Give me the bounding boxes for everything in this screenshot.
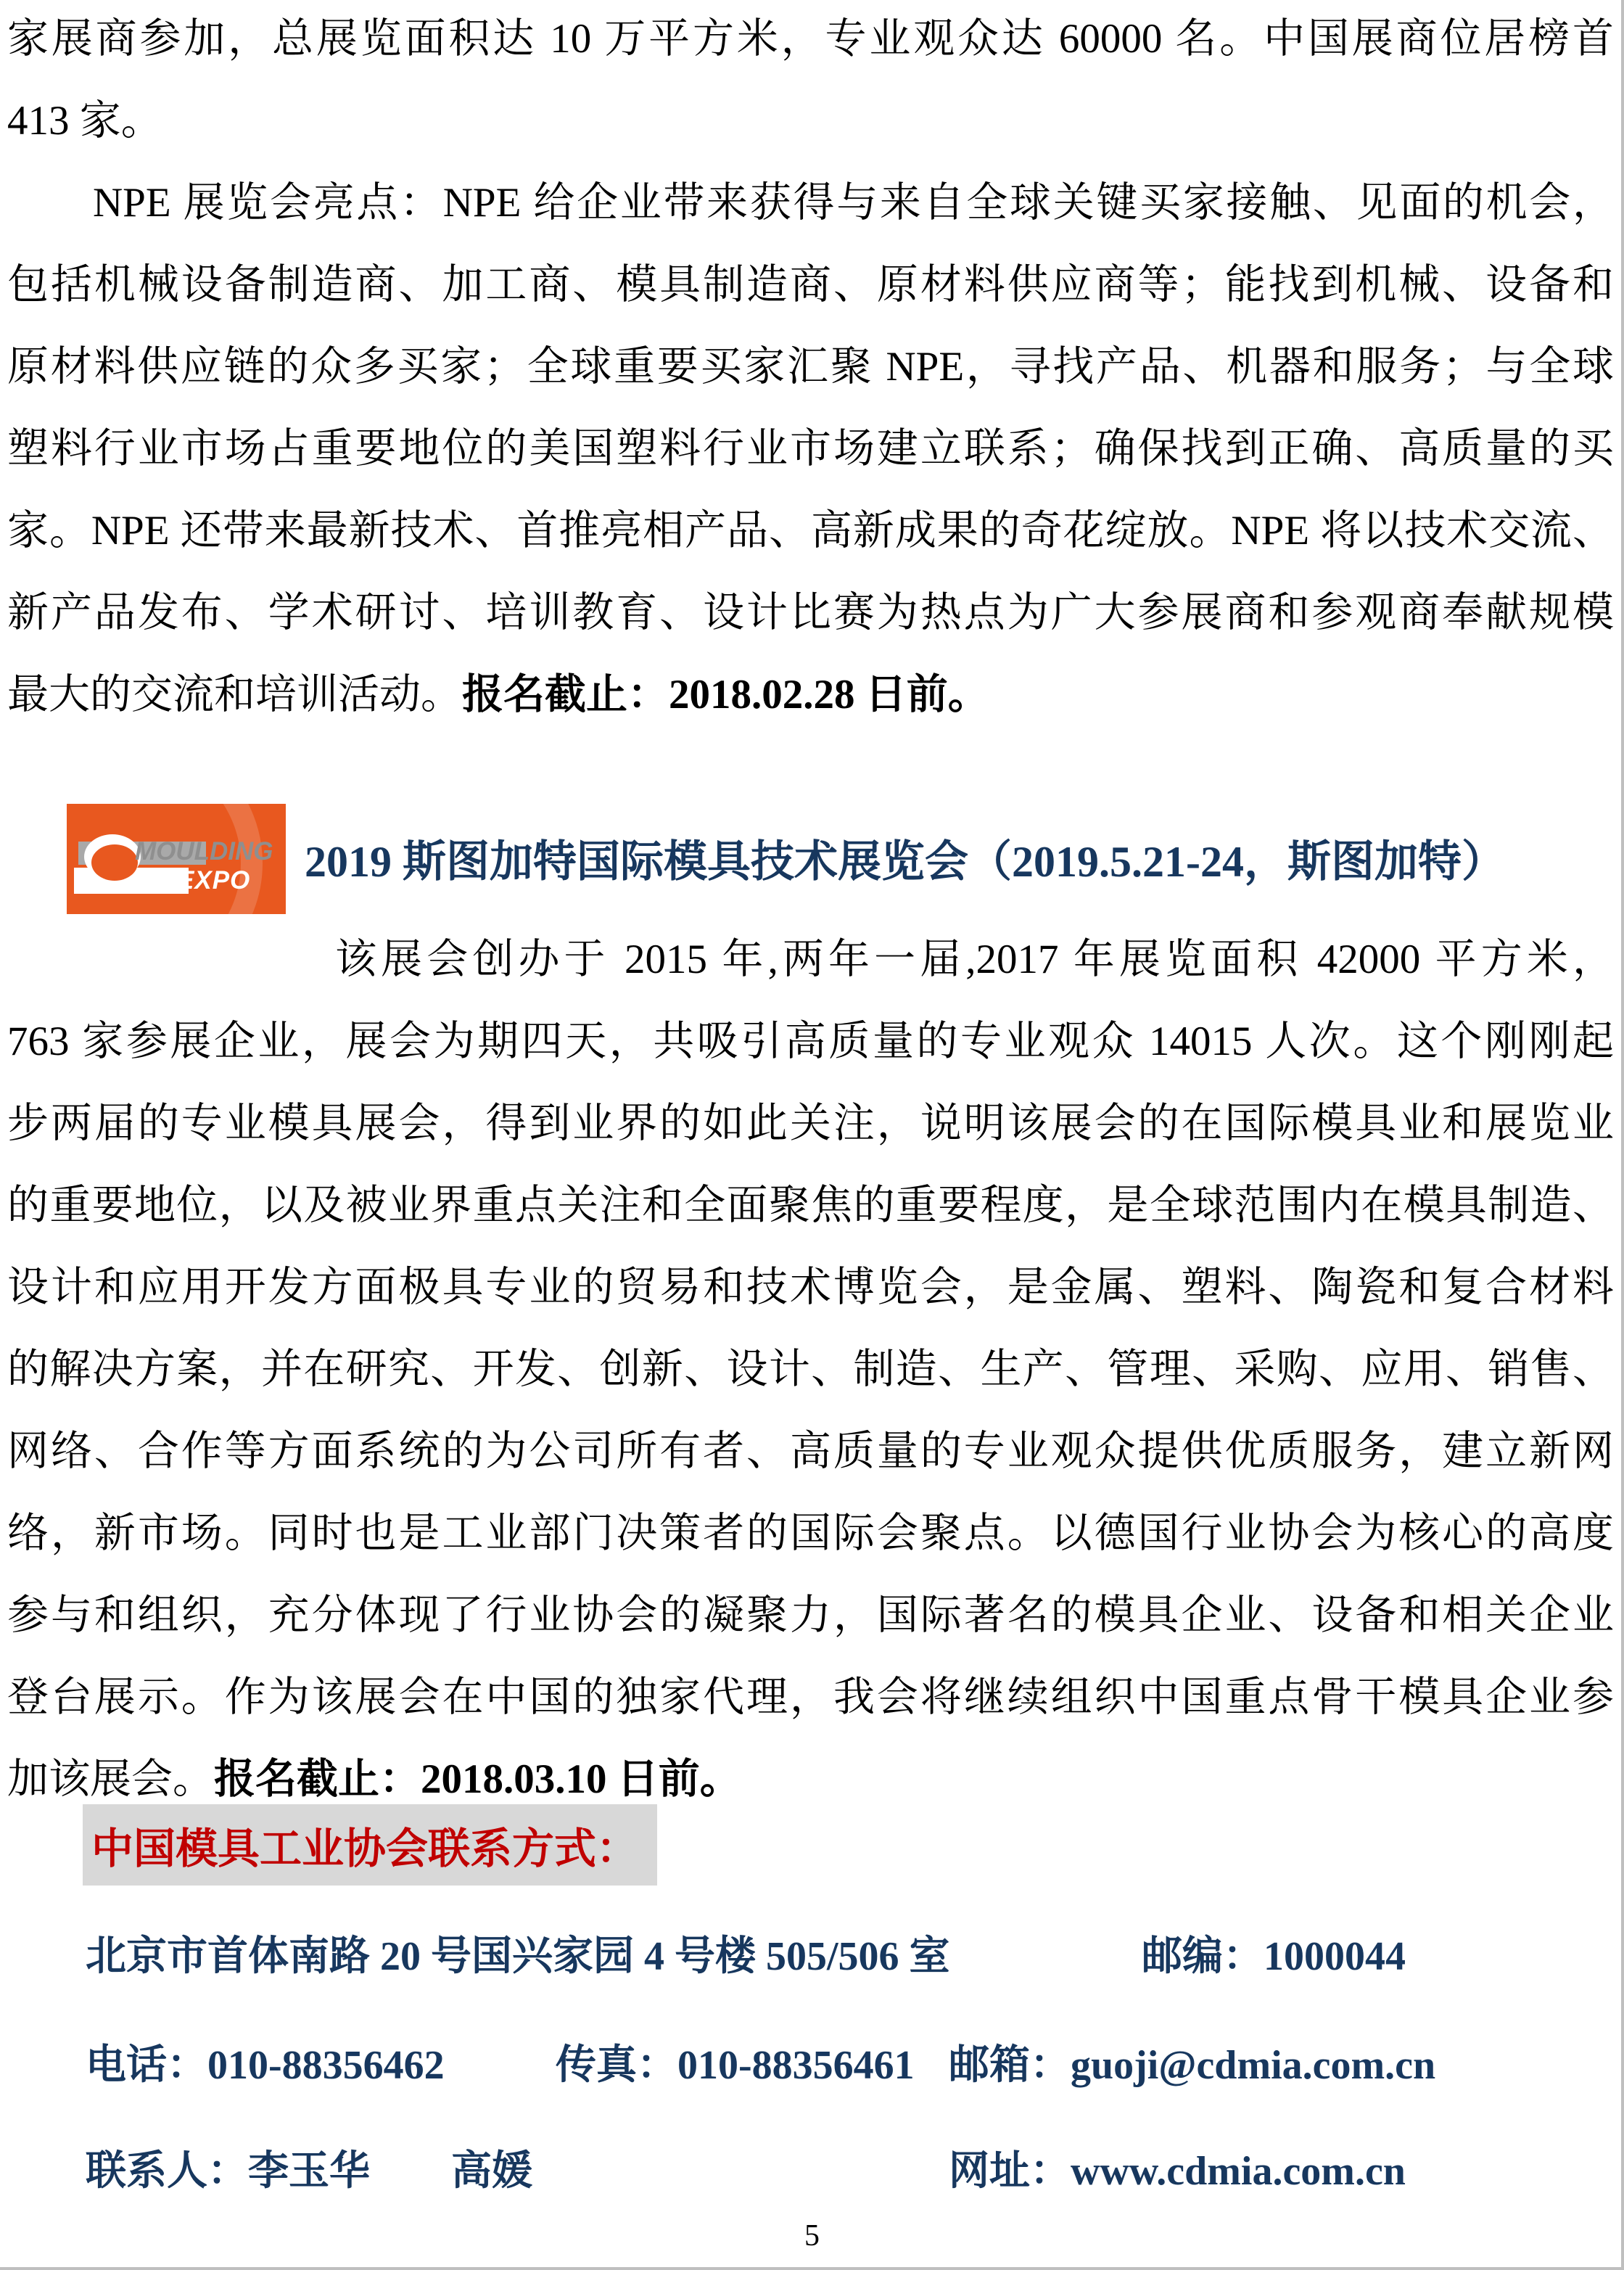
contact-line-address [86, 1924, 1609, 1982]
contact-email: 邮箱：guoji@cdmia.com.cn [949, 2043, 1436, 2088]
section-heading: 2019 斯图加特国际模具技术展览会（2019.5.21-24，斯图加特） [305, 838, 1505, 886]
contact-heading-highlight [83, 1804, 657, 1886]
contact-address: 北京市首体南路 20 号国兴家园 4 号楼 505/506 室 [86, 1934, 950, 1979]
body-line [7, 669, 1614, 721]
contact-heading: 中国模具工业协会联系方式： [91, 1825, 639, 1872]
body-line: 络，新市场。同时也是工业部门决策者的国际会聚点。以德国行业协会为核心的高度 [7, 1510, 1614, 1556]
body-line: 步两届的专业模具展会，得到业界的如此关注，说明该展会的在国际模具业和展览业 [7, 1101, 1614, 1146]
body-text: 加该展会。 [7, 1756, 214, 1802]
contact-phone: 电话：010-88356462 [86, 2043, 445, 2088]
body-line: 该展会创办于 2015 年,两年一届,2017 年展览面积 42000 平方米， [335, 937, 1614, 982]
body-text: 最大的交流和培训活动。 [7, 672, 462, 717]
body-line: 包括机械设备制造商、加工商、模具制造商、原材料供应商等；能找到机械、设备和 [7, 262, 1614, 308]
body-line [7, 1753, 1614, 1806]
body-line: 413 家。 [7, 98, 162, 144]
body-line: 参与和组织，充分体现了行业协会的凝聚力，国际著名的模具企业、设备和相关企业 [7, 1592, 1614, 1638]
body-line: 763 家参展企业，展会为期四天，共吸引高质量的专业观众 14015 人次。这个刚刚起 [7, 1019, 1614, 1064]
body-line: 新产品发布、学术研讨、培训教育、设计比赛为热点为广大参展商和参观商奉献规模 [7, 590, 1614, 636]
logo-text-expo: EXPO [177, 866, 251, 895]
contact-fax: 传真：010-88356461 [556, 2043, 915, 2088]
body-line: 家。NPE 还带来最新技术、首推亮相产品、高新成果的奇花绽放。NPE 将以技术交流、 [7, 508, 1614, 554]
body-line: 登台展示。作为该展会在中国的独家代理，我会将继续组织中国重点骨干模具企业参 [7, 1674, 1614, 1720]
body-line: 的解决方案，并在研究、开发、创新、设计、制造、生产、管理、采购、应用、销售、 [7, 1346, 1614, 1392]
page-number: 5 [804, 2219, 820, 2253]
contact-website: 网址：www.cdmia.com.cn [949, 2149, 1406, 2194]
body-line: 设计和应用开发方面极具专业的贸易和技术博览会，是金属、塑料、陶瓷和复合材料 [7, 1264, 1614, 1310]
deadline-npe: 报名截止：2018.02.28 日前。 [462, 672, 989, 717]
contact-line-persons [86, 2139, 1609, 2197]
body-line: 塑料行业市场占重要地位的美国塑料行业市场建立联系；确保找到正确、高质量的买 [7, 426, 1614, 472]
moulding-expo-logo [67, 804, 286, 914]
body-line: 家展商参加，总展览面积达 10 万平方米，专业观众达 60000 名。中国展商位居榜首 [7, 16, 1614, 62]
body-line: 的重要地位，以及被业界重点关注和全面聚焦的重要程度，是全球范围内在模具制造、 [7, 1183, 1614, 1228]
contact-persons: 联系人：李玉华 高媛 [86, 2149, 532, 2194]
body-line: 原材料供应链的众多买家；全球重要买家汇聚 NPE，寻找产品、机器和服务；与全球 [7, 344, 1614, 390]
body-line: NPE 展览会亮点：NPE 给企业带来获得与来自全球关键买家接触、见面的机会， [93, 180, 1614, 226]
deadline-moulding-expo: 报名截止：2018.03.10 日前。 [214, 1756, 741, 1802]
contact-postcode: 邮编：1000044 [1142, 1934, 1406, 1979]
logo-text-moulding: MOULDING [135, 837, 273, 865]
body-line: 网络、合作等方面系统的为公司所有者、高质量的专业观众提供优质服务，建立新网 [7, 1428, 1614, 1474]
contact-line-phone [86, 2033, 1609, 2091]
logo-ring-center [91, 844, 138, 881]
